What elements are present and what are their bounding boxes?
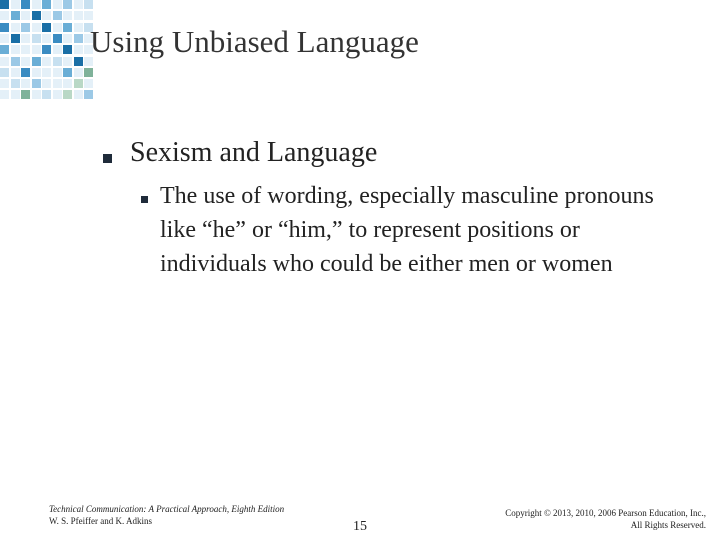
mosaic-tile xyxy=(11,57,20,66)
mosaic-tile xyxy=(32,45,41,54)
footer-book-title: Technical Communication: A Practical Approach, Eighth Edition xyxy=(49,504,285,514)
mosaic-tile xyxy=(42,11,51,20)
square-bullet-icon xyxy=(141,196,148,203)
footer-copyright xyxy=(505,507,706,531)
mosaic-tile xyxy=(11,79,20,88)
mosaic-tile xyxy=(74,90,83,99)
square-bullet-icon xyxy=(103,154,112,163)
mosaic-tile xyxy=(0,23,9,32)
mosaic-tile xyxy=(42,68,51,77)
footer-authors: W. S. Pfeiffer and K. Adkins xyxy=(49,516,152,526)
mosaic-tile xyxy=(21,90,30,99)
mosaic-tile xyxy=(74,45,83,54)
mosaic-tile xyxy=(0,90,9,99)
mosaic-tile xyxy=(32,79,41,88)
mosaic-tile xyxy=(11,45,20,54)
mosaic-tile xyxy=(42,90,51,99)
mosaic-tile xyxy=(11,68,20,77)
level2-bullet-text: The use of wording, especially masculine pronouns like “he” or “him,” to represent positions or individuals who could be either men or women xyxy=(160,183,654,277)
mosaic-tile xyxy=(32,34,41,43)
mosaic-tile xyxy=(0,68,9,77)
mosaic-tile xyxy=(53,45,62,54)
mosaic-tile xyxy=(63,0,72,9)
mosaic-tile xyxy=(74,68,83,77)
mosaic-tile xyxy=(42,34,51,43)
mosaic-tile xyxy=(0,34,9,43)
mosaic-tile xyxy=(84,0,93,9)
mosaic-tile xyxy=(21,11,30,20)
mosaic-tile xyxy=(63,68,72,77)
copyright-line-2: All Rights Reserved. xyxy=(630,520,706,530)
mosaic-tile xyxy=(53,90,62,99)
mosaic-tile xyxy=(11,0,20,9)
mosaic-tile xyxy=(63,34,72,43)
mosaic-tile xyxy=(11,23,20,32)
mosaic-tile xyxy=(21,79,30,88)
mosaic-tile xyxy=(63,57,72,66)
mosaic-tile xyxy=(63,23,72,32)
mosaic-tile xyxy=(63,90,72,99)
mosaic-tile xyxy=(74,79,83,88)
mosaic-tile xyxy=(53,57,62,66)
mosaic-tile xyxy=(42,45,51,54)
mosaic-tile xyxy=(11,34,20,43)
copyright-line-1: Copyright © 2013, 2010, 2006 Pearson Education, Inc., xyxy=(505,508,706,518)
mosaic-tile xyxy=(53,11,62,20)
footer-citation xyxy=(49,503,284,527)
mosaic-tile xyxy=(84,68,93,77)
mosaic-tile xyxy=(21,57,30,66)
mosaic-tile xyxy=(63,11,72,20)
mosaic-tile xyxy=(0,45,9,54)
mosaic-tile xyxy=(63,79,72,88)
mosaic-tile xyxy=(0,57,9,66)
mosaic-tile xyxy=(32,0,41,9)
mosaic-tile xyxy=(0,0,9,9)
mosaic-tile xyxy=(84,11,93,20)
mosaic-tile xyxy=(11,90,20,99)
mosaic-tile xyxy=(21,45,30,54)
mosaic-tile xyxy=(84,79,93,88)
mosaic-tile xyxy=(21,68,30,77)
page-number: 15 xyxy=(353,519,367,534)
mosaic-tile xyxy=(53,0,62,9)
mosaic-tile xyxy=(84,90,93,99)
mosaic-tile xyxy=(53,79,62,88)
mosaic-tile xyxy=(74,11,83,20)
mosaic-tile xyxy=(53,68,62,77)
mosaic-tile xyxy=(42,23,51,32)
mosaic-tile xyxy=(32,11,41,20)
mosaic-tile xyxy=(53,23,62,32)
mosaic-tile xyxy=(63,45,72,54)
mosaic-tile xyxy=(21,23,30,32)
mosaic-tile xyxy=(32,90,41,99)
mosaic-tile xyxy=(42,0,51,9)
mosaic-tile xyxy=(21,34,30,43)
mosaic-tile xyxy=(11,11,20,20)
mosaic-tile xyxy=(32,23,41,32)
mosaic-tile xyxy=(53,34,62,43)
mosaic-tile xyxy=(74,57,83,66)
mosaic-tile xyxy=(21,0,30,9)
mosaic-tile xyxy=(74,23,83,32)
mosaic-tile xyxy=(74,0,83,9)
slide-title: Using Unbiased Language xyxy=(90,24,419,59)
level1-bullet-text: Sexism and Language xyxy=(130,137,378,168)
mosaic-tile xyxy=(42,57,51,66)
mosaic-tile xyxy=(32,68,41,77)
mosaic-tile xyxy=(74,34,83,43)
corner-mosaic-icon xyxy=(0,0,84,104)
mosaic-tile xyxy=(0,11,9,20)
mosaic-tile xyxy=(32,57,41,66)
mosaic-tile xyxy=(42,79,51,88)
mosaic-tile xyxy=(0,79,9,88)
